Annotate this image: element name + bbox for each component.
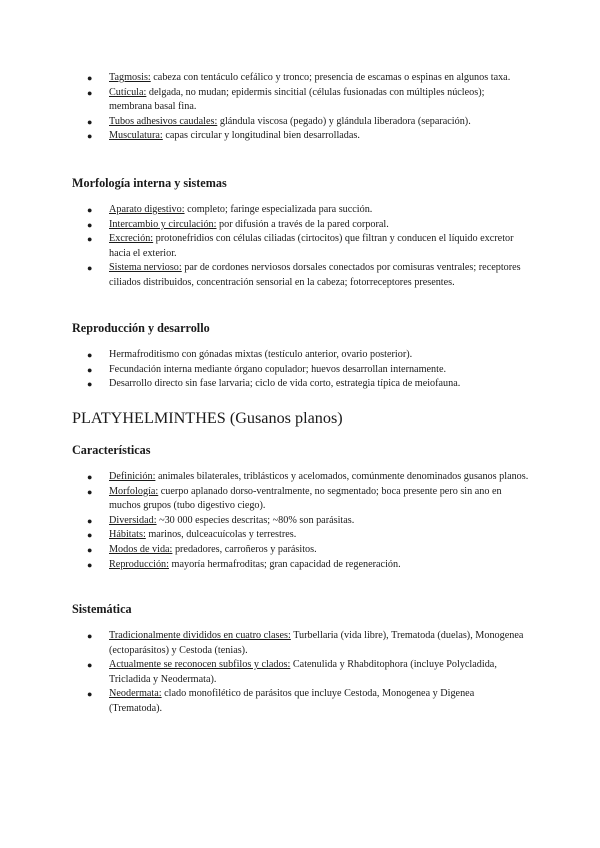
bullet-icon: ● <box>87 631 93 641</box>
list-item <box>72 470 529 485</box>
list-item-text: Catenulida y Rhabditophora (incluye Polycladida, Tricladida y Neodermata). <box>109 659 497 685</box>
list-item <box>72 377 529 392</box>
bullet-icon: ● <box>87 234 93 245</box>
list-item <box>72 129 529 144</box>
list-item-term: Actualmente se reconocen subfilos y clados: <box>109 659 291 671</box>
list-reproduccion <box>0 348 529 392</box>
bullet-icon: ● <box>87 544 93 555</box>
list-item-text: completo; faringe especializada para succión. <box>184 204 373 215</box>
list-item-term: Diversidad: <box>109 514 157 526</box>
list-item-text: por difusión a través de la pared corporal. <box>216 218 389 230</box>
list-item-term: Tagmosis: <box>109 72 151 83</box>
section-heading-reproduccion: Reproducción y desarrollo <box>72 321 210 335</box>
list-item-text: glándula viscosa (pegado) y glándula liberadora (separación). <box>217 115 471 127</box>
bullet-icon: ● <box>87 205 93 215</box>
bullet-icon: ● <box>87 131 93 142</box>
bullet-icon: ● <box>87 660 93 671</box>
list-item <box>72 203 529 218</box>
list-morfologia <box>0 203 529 291</box>
list-item-text: delgada, no mudan; epidermis sincitial (células fusionadas con múltiples núcleos); membrana basal fina. <box>109 86 485 113</box>
list-item <box>72 115 529 130</box>
list-item-text: capas circular y longitudinal bien desarrolladas. <box>162 130 360 142</box>
list-item <box>72 363 529 378</box>
list-item-term: Neodermata: <box>109 688 162 700</box>
list-item <box>72 218 529 233</box>
list-item-text: Turbellaria (vida libre), Trematoda (duelas), Monogenea (ectoparásitos) y Cestoda (tenias). <box>109 630 524 656</box>
list-item-term: Morfología: <box>109 485 159 497</box>
bullet-icon: ● <box>87 559 93 570</box>
list-item <box>72 348 529 363</box>
list-item-text: ~30 000 especies descritas; ~80% son parásitas. <box>156 514 355 526</box>
list-item-term: Tradicionalmente divididos en cuatro clases: <box>109 630 291 641</box>
list-item-term: Hábitats: <box>109 529 146 541</box>
list-item-term: Modos de vida: <box>109 543 173 555</box>
list-item <box>72 687 529 716</box>
list-item-text: Fecundación interna mediante órgano copulador; huevos desarrollan internamente. <box>109 363 447 375</box>
list-item <box>72 658 529 687</box>
list-item-term: Definición: <box>109 471 156 482</box>
list-item-text: protonefridios con células ciliadas (cirtocitos) que filtran y conducen el líquido excretor hacia el exterior. <box>109 233 514 259</box>
list-item-text: marinos, dulceacuícolas y terrestres. <box>145 529 297 541</box>
list-cuerpo <box>0 71 529 144</box>
bullet-icon: ● <box>87 263 93 274</box>
list-item-text: mayoría hermafroditas; gran capacidad de regeneración. <box>168 558 401 570</box>
list-item <box>72 558 529 573</box>
list-item <box>72 261 529 290</box>
list-item-term: Cutícula: <box>109 86 147 98</box>
bullet-icon: ● <box>87 73 93 83</box>
list-item-term: Tubos adhesivos caudales: <box>109 115 218 127</box>
list-item-text: Hermafroditismo con gónadas mixtas (testículo anterior, ovario posterior). <box>109 349 413 360</box>
list-caracteristicas <box>0 470 529 572</box>
list-item-term: Sistema nervioso: <box>109 262 182 274</box>
bullet-icon: ● <box>87 219 93 230</box>
bullet-icon: ● <box>87 530 93 541</box>
list-item <box>72 232 529 261</box>
list-item-term: Aparato digestivo: <box>109 204 185 215</box>
bullet-icon: ● <box>87 87 93 98</box>
list-item <box>72 485 529 514</box>
list-sistematica <box>0 629 529 717</box>
page-heading-platyhelminthes: PLATYHELMINTHES (Gusanos planos) <box>72 409 343 427</box>
list-item-text: Desarrollo directo sin fase larvaria; ciclo de vida corto, estrategia típica de meiofauna. <box>109 378 461 390</box>
list-item-text: cabeza con tentáculo cefálico y tronco; presencia de escamas o espinas en algunos taxa. <box>150 72 511 83</box>
list-item <box>72 86 529 115</box>
list-item <box>72 528 529 543</box>
list-item-term: Musculatura: <box>109 130 163 142</box>
list-item-term: Excreción: <box>109 233 154 245</box>
section-heading-morfologia: Morfología interna y sistemas <box>72 176 227 190</box>
bullet-icon: ● <box>87 116 93 127</box>
bullet-icon: ● <box>87 350 93 360</box>
list-item-term: Intercambio y circulación: <box>109 218 217 230</box>
list-item <box>72 629 529 658</box>
list-item <box>72 71 529 86</box>
bullet-icon: ● <box>87 515 93 526</box>
list-item-text: par de cordones nerviosos dorsales conectados por comisuras ventrales; receptores ciliados distribuidos, concentración sensorial en la cabeza; fotorreceptores presentes. <box>109 262 521 288</box>
list-item-term: Reproducción: <box>109 558 169 570</box>
bullet-icon: ● <box>87 379 93 390</box>
list-item <box>72 514 529 529</box>
list-item-text: predadores, carroñeros y parásitos. <box>172 543 317 555</box>
bullet-icon: ● <box>87 364 93 375</box>
list-item-text: clado monofilético de parásitos que incluye Cestoda, Monogenea y Digenea (Trematoda). <box>109 688 475 714</box>
bullet-icon: ● <box>87 472 93 482</box>
section-heading-sistematica: Sistemática <box>72 602 132 616</box>
bullet-icon: ● <box>87 689 93 700</box>
list-item-text: cuerpo aplanado dorso-ventralmente, no segmentado; boca presente pero sin ano en muchos grupos (tubo digestivo ciego). <box>109 485 502 512</box>
list-item <box>72 543 529 558</box>
section-heading-caracteristicas: Características <box>72 443 151 457</box>
bullet-icon: ● <box>87 486 93 497</box>
list-item-text: animales bilaterales, triblásticos y acelomados, comúnmente denominados gusanos planos. <box>155 471 529 482</box>
